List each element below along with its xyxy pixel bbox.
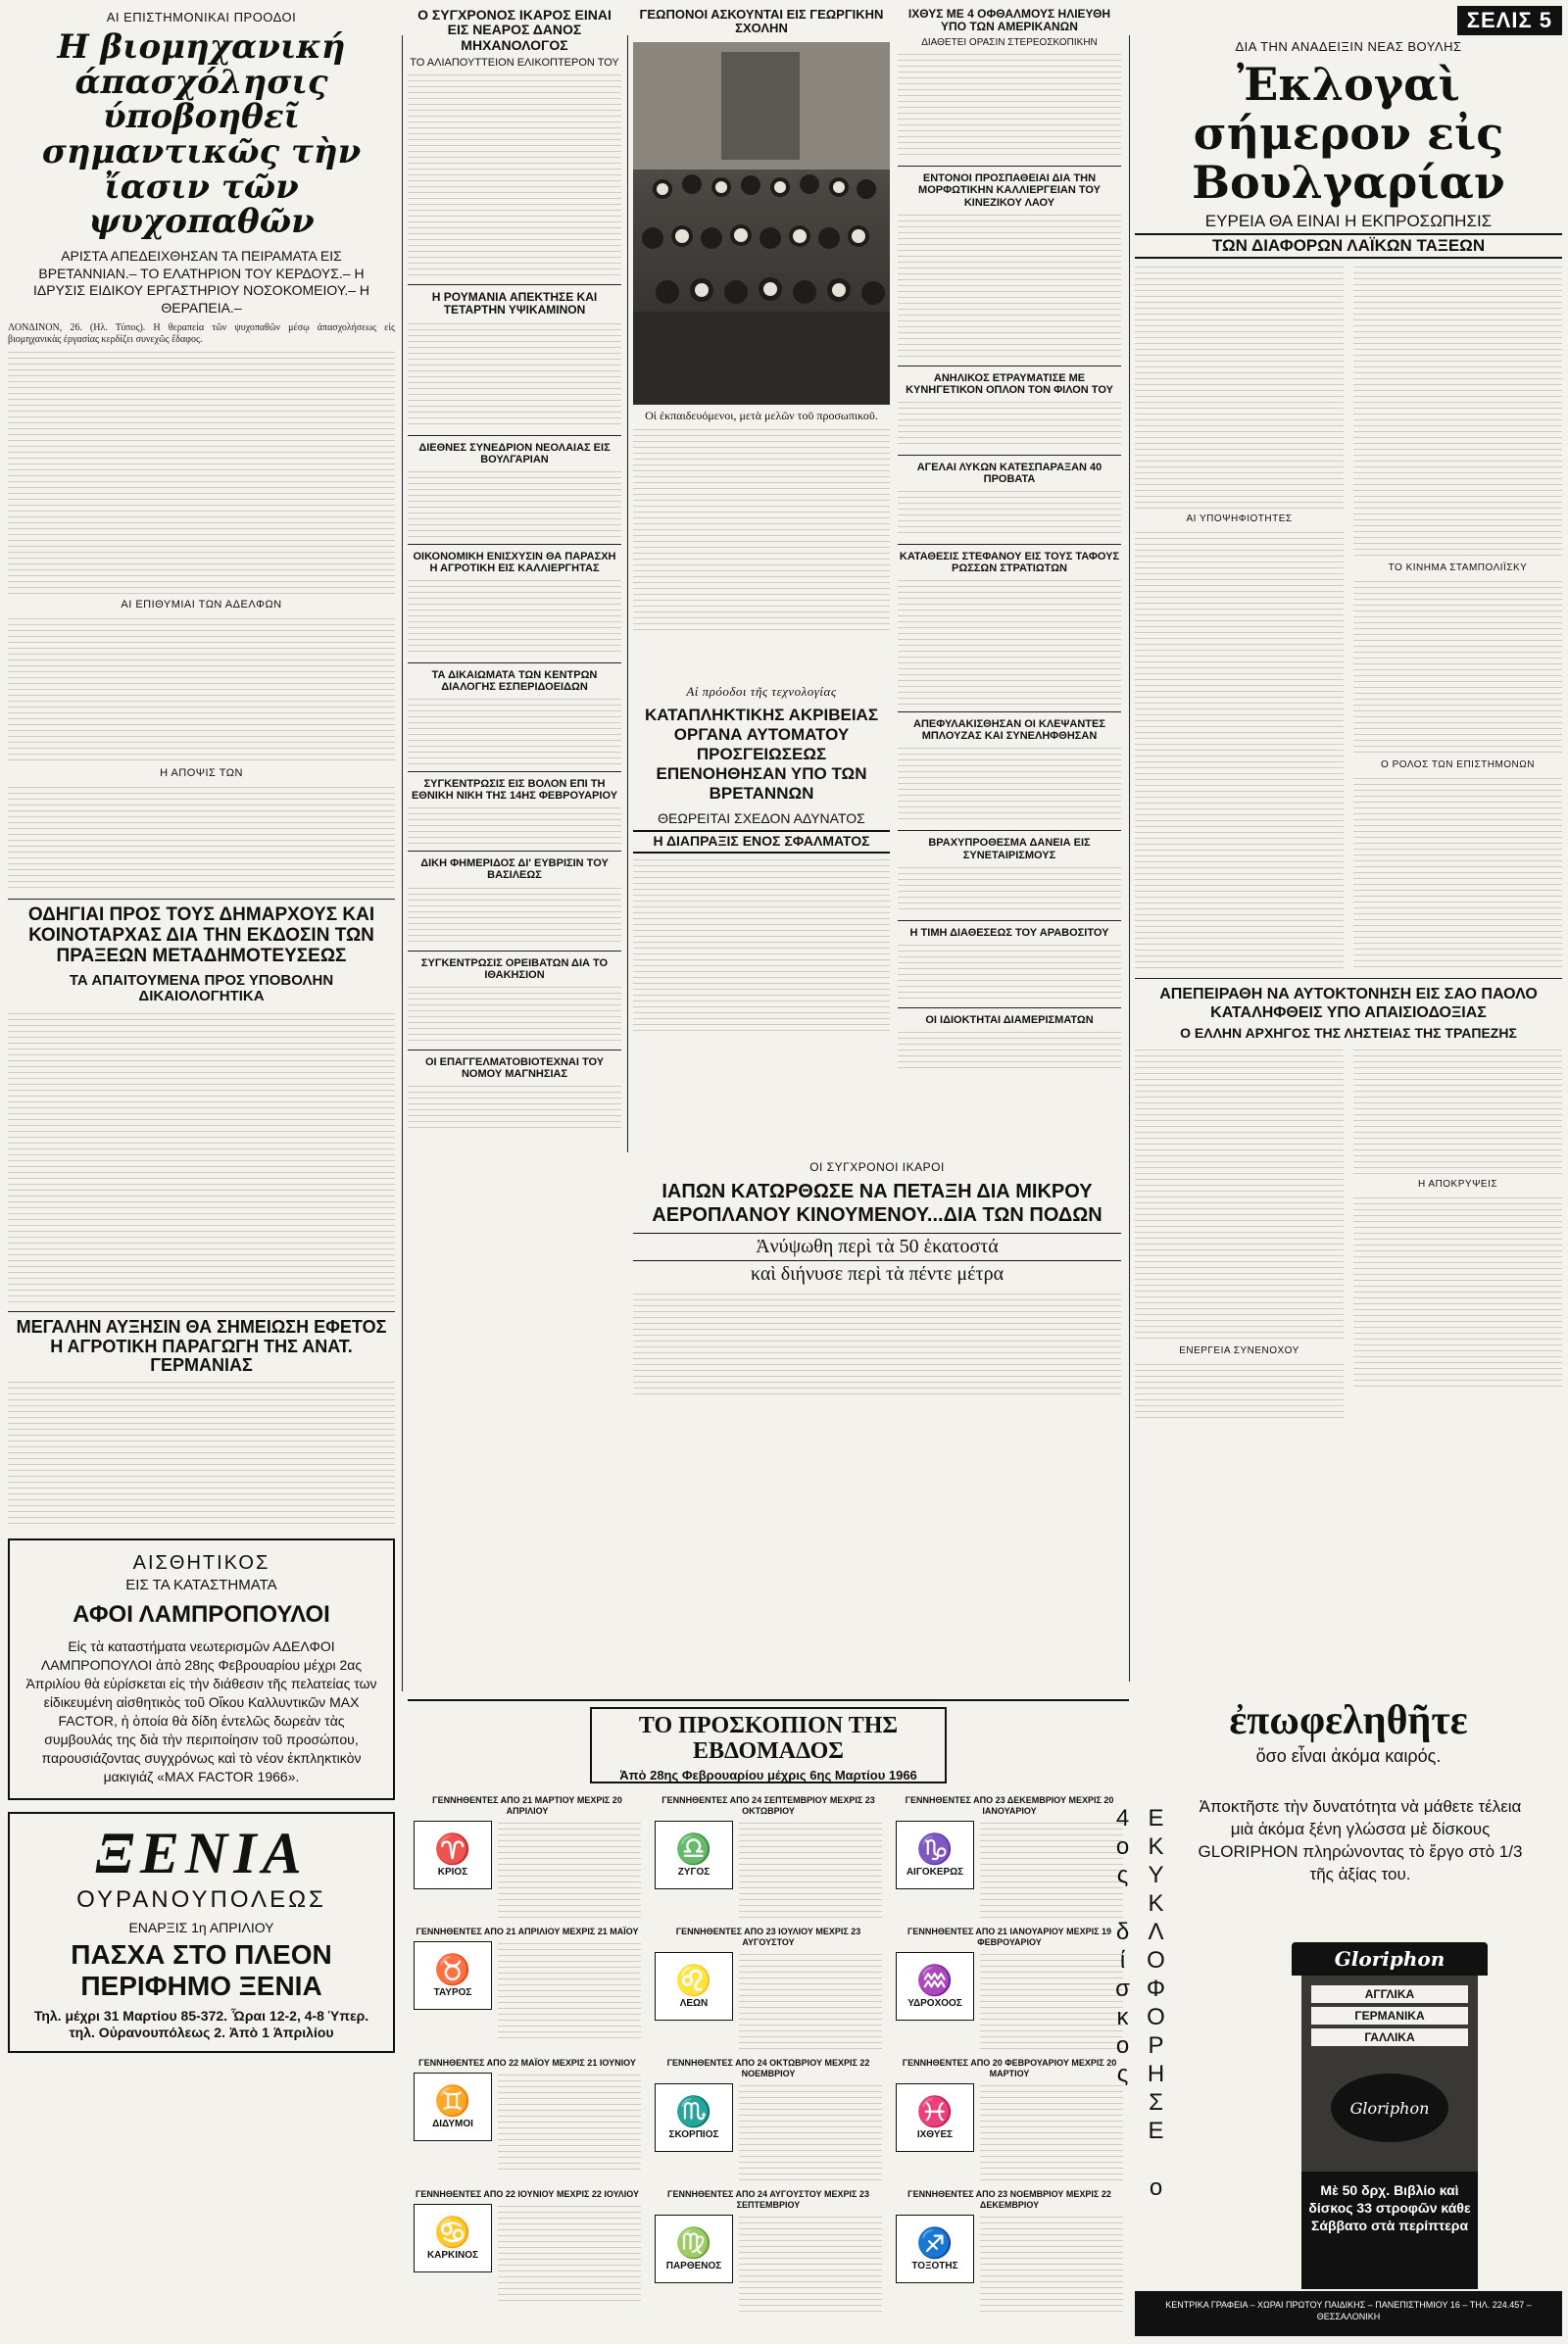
horoscope-sign-range: ΓΕΝΝΗΘΕΝΤΕΣ ΑΠΟ 24 ΣΕΠΤΕΜΒΡΙΟΥ ΜΕΧΡΙΣ 23 ΟΚΤΩΒΡΙΟΥ: [662, 1795, 875, 1816]
zodiac-sign-name: ΚΡΙΟΣ: [437, 1866, 468, 1878]
column-4: [898, 8, 1121, 1145]
zodiac-sign-icon: [896, 1952, 974, 2021]
page-number-logo: ΣΕΛΙΣ 5: [1457, 6, 1562, 35]
mountaineers-headline: ΣΥΓΚΕΝΤΡΩΣΙΣ ΟΡΕΙΒΑΤΩΝ ΔΙΑ ΤΟ ΙΘΑΚΗΣΙΟΝ: [420, 956, 609, 981]
horoscope-sign-entry: [896, 2189, 1123, 2311]
horoscope-sign-entry: [896, 2058, 1123, 2179]
gloriphon-languages: [1311, 1985, 1468, 2050]
divider: [1135, 978, 1562, 979]
zodiac-glyph-icon: ♒: [916, 1964, 954, 1997]
article-body: [408, 697, 621, 765]
minor-injured-friend-headline: ΑΝΗΛΙΚΟΣ ΕΤΡΑΥΜΑΤΙΣΕ ΜΕ ΚΥΝΗΓΕΤΙΚΟΝ ΟΠΛΟΝ ΤΟΝ ΦΙΛΟΝ ΤΟΥ: [906, 371, 1113, 396]
section-heading: ΑΙ ΕΠΙΘΥΜΙΑΙ ΤΩΝ ΑΔΕΛΦΩΝ: [121, 599, 282, 611]
article-body: [898, 213, 1121, 360]
four-eyed-fish-subhead: ΔΙΑΘΕΤΕΙ ΟΡΑΣΙΝ ΣΤΕΡΕΟΣΚΟΠΙΚΗΝ: [921, 37, 1098, 49]
zodiac-sign-icon: [414, 1821, 492, 1889]
horoscope-sign-range: ΓΕΝΝΗΘΕΝΤΕΣ ΑΠΟ 20 ΦΕΒΡΟΥΑΡΙΟΥ ΜΕΧΡΙΣ 20 ΜΑΡΤΙΟΥ: [902, 2058, 1117, 2078]
article-body: [633, 857, 890, 1034]
industrial-therapy-headline: Η βιομηχανική άπασχόλησις ύποβοηθεῖ σημαντικῶς τὴν ἴασιν τῶν ψυχοπαθῶν: [41, 27, 362, 242]
divider: [898, 166, 1121, 167]
article-body: [8, 350, 395, 595]
horoscope-sign-entry: [896, 1795, 1123, 1917]
article-body: [898, 943, 1121, 1001]
divider: [408, 951, 621, 952]
article-body: [1353, 579, 1562, 756]
auto-landing-headline: ΚΑΤΑΠΛΗΚΤΙΚΗΣ ΑΚΡΙΒΕΙΑΣ ΟΡΓΑΝΑ ΑΥΤΟΜΑΤΟΥ ΠΡΟΣΓΕΙΩΣΕΩΣ ΕΠΕΝΟΗΘΗΣΑΝ ΥΠΟ ΤΩΝ ΒΡΕΤΑΝΝΩΝ: [644, 706, 879, 803]
article-body: [408, 806, 621, 845]
horoscope-dates: Ἀπὸ 28ης Φεβρουαρίου μέχρις 6ης Μαρτίου 1966: [619, 1768, 917, 1782]
horoscope-sign-range: ΓΕΝΝΗΘΕΝΤΕΣ ΑΠΟ 23 ΙΟΥΛΙΟΥ ΜΕΧΡΙΣ 23 ΑΥΓΟΥΣΤΟΥ: [675, 1927, 861, 1947]
gloriphon-disc-label: Gloriphon: [1349, 2098, 1430, 2118]
article-body: [408, 469, 621, 538]
zodiac-glyph-icon: ♈: [434, 1832, 471, 1866]
divider: [408, 544, 621, 545]
horoscope-sign-entry: [414, 1795, 641, 1917]
mayors-instructions-headline: ΟΔΗΓΙΑΙ ΠΡΟΣ ΤΟΥΣ ΔΗΜΑΡΧΟΥΣ ΚΑΙ ΚΟΙΝΟΤΑΡΧΑΣ ΔΙΑ ΤΗΝ ΕΚΔΟΣΙΝ ΤΩΝ ΠΡΑΞΕΩΝ ΜΕΤΑΔΗΜΟΤΕΥΣΕΩΣ: [27, 904, 375, 966]
article-body: [1353, 1048, 1562, 1175]
article-body: [408, 985, 621, 1044]
horoscope-text: [980, 2215, 1123, 2313]
icarus-japanese-headline: ΙΑΠΩΝ ΚΑΤΩΡΘΩΣΕ ΝΑ ΠΕΤΑΞΗ ΔΙΑ ΜΙΚΡΟΥ ΑΕΡΟΠΛΑΝΟΥ ΚΙΝΟΥΜΕΝΟΥ...ΔΙΑ ΤΩΝ ΠΟΔΩΝ: [652, 1181, 1102, 1226]
article-body: [898, 52, 1121, 160]
column-1: [8, 6, 395, 2338]
zodiac-glyph-icon: ♏: [675, 2095, 712, 2128]
article-body: [408, 1084, 621, 1133]
cosmetics-ad-subtitle: ΕΙΣ ΤΑ ΚΑΤΑΣΤΗΜΑΤΑ: [125, 1577, 277, 1594]
xenia-location: ΟΥΡΑΝΟΥΠΟΛΕΩΣ: [76, 1886, 326, 1914]
horoscope-sign-range: ΓΕΝΝΗΘΕΝΤΕΣ ΑΠΟ 21 ΑΠΡΙΛΙΟΥ ΜΕΧΡΙΣ 21 ΜΑΪΟΥ: [416, 1927, 639, 1936]
column-3: [633, 8, 890, 674]
gloriphon-language-label: ΓΕΡΜΑΝΙΚΑ: [1311, 2007, 1468, 2025]
zodiac-glyph-icon: ♌: [675, 1964, 712, 1997]
section-heading: Ο ΡΟΛΟΣ ΤΩΝ ΕΠΙΣΤΗΜΟΝΩΝ: [1381, 759, 1535, 771]
column-rule: [402, 35, 403, 1691]
section-heading: ΕΝΕΡΓΕΙΑ ΣΥΝΕΝΟΧΟΥ: [1179, 1344, 1299, 1356]
horoscope-sign-entry: [414, 2058, 641, 2179]
horoscope-text: [980, 1952, 1123, 2050]
section-heading: Η ΑΠΟΨΙΣ ΤΩΝ: [160, 767, 243, 780]
article-body: [408, 321, 621, 429]
article-body: [1353, 776, 1562, 972]
zodiac-sign-name: ΖΥΓΟΣ: [677, 1866, 710, 1878]
zodiac-glyph-icon: ♊: [434, 2084, 471, 2118]
gloriphon-footer: ΚΕΝΤΡΙΚΑ ΓΡΑΦΕΙΑ – ΧΩΡΑΙ ΠΡΩΤΟΥ ΠΑΙΔΙΚΗΣ – ΠΑΝΕΠΙΣΤΗΜΙΟΥ 16 – ΤΗΛ. 224.457 – ΘΕΣΣΑΛΟΝΙΚΗ: [1135, 2291, 1562, 2336]
article-body: [633, 1292, 1121, 1399]
mayors-instructions-subhead: ΤΑ ΑΠΑΙΤΟΥΜΕΝΑ ΠΡΟΣ ΥΠΟΒΟΛΗΝ ΔΙΚΑΙΟΛΟΓΗΤΙΚΑ: [69, 971, 334, 1005]
volos-rally-headline: ΣΥΓΚΕΝΤΡΩΣΙΣ ΕΙΣ ΒΟΛΟΝ ΕΠΙ ΤΗ ΕΘΝΙΚΗ ΝΙΚΗ ΤΗΣ 14ΗΣ ΦΕΒΡΟΥΑΡΙΟΥ: [411, 778, 618, 803]
article-body: [1135, 265, 1344, 510]
wreath-laying-headline: ΚΑΤΑΘΕΣΙΣ ΣΤΕΦΑΝΟΥ ΕΙΣ ΤΟΥΣ ΤΑΦΟΥΣ ΡΩΣΣΩΝ ΣΤΡΑΤΙΩΤΩΝ: [899, 551, 1120, 575]
article-body: [898, 578, 1121, 706]
article-body: [898, 489, 1121, 538]
zodiac-sign-name: ΣΚΟΡΠΙΟΣ: [668, 2128, 719, 2140]
youth-congress-headline: ΔΙΕΘΝΕΣ ΣΥΝΕΔΡΙΟΝ ΝΕΟΛΑΙΑΣ ΕΙΣ ΒΟΥΛΓΑΡΙΑΝ: [418, 441, 611, 465]
zodiac-sign-name: ΚΑΡΚΙΝΟΣ: [426, 2249, 479, 2261]
column-rule: [627, 35, 628, 1152]
horoscope-title: ΤΟ ΠΡΟΣΚΟΠΙΟΝ ΤΗΣ ΕΒΔΟΜΑΔΟΣ: [638, 1713, 899, 1764]
horoscope-text: [498, 2073, 641, 2171]
section-heading: ΑΙ ΥΠΟΨΗΦΙΟΤΗΤΕΣ: [1186, 513, 1293, 525]
divider: [898, 544, 1121, 545]
bulgaria-subhead-1: ΕΥΡΕΙΑ ΘΑ ΕΙΝΑΙ Η ΕΚΠΡΟΣΩΠΗΣΙΣ: [1204, 212, 1493, 230]
divider: [898, 711, 1121, 712]
zodiac-sign-name: ΠΑΡΘΕΝΟΣ: [665, 2260, 722, 2271]
horoscope-text: [980, 1821, 1123, 1919]
divider: [408, 662, 621, 663]
corn-price-headline: Η ΤΙΜΗ ΔΙΑΘΕΣΕΩΣ ΤΟΥ ΑΡΑΒΟΣΙΤΟΥ: [909, 926, 1109, 939]
article-body: [8, 616, 395, 763]
horoscope-text: [739, 1952, 882, 2050]
divider: [408, 771, 621, 772]
horoscope-sign-entry: [655, 1795, 882, 1917]
zodiac-sign-icon: [414, 2073, 492, 2141]
article-body: [1353, 1196, 1562, 1392]
zodiac-sign-name: ΛΕΩΝ: [679, 1997, 709, 2009]
column-rule: [1129, 35, 1130, 1682]
xenia-brand: ΞΕΝΙΑ: [95, 1821, 308, 1886]
cosmetics-ad-title: ΑΙΣΘΗΤΙΚΟΣ: [132, 1552, 270, 1575]
wolves-headline: ΑΓΕΛΑΙ ΛΥΚΩΝ ΚΑΤΕΣΠΑΡΑΞΑΝ 40 ΠΡΟΒΑΤΑ: [916, 461, 1102, 485]
horoscope-text: [739, 1821, 882, 1919]
zodiac-glyph-icon: ♎: [675, 1832, 712, 1866]
zodiac-glyph-icon: ♉: [434, 1953, 471, 1986]
horoscope-sign-range: ΓΕΝΝΗΘΕΝΤΕΣ ΑΠΟ 23 ΔΕΚΕΜΒΡΙΟΥ ΜΕΧΡΙΣ 20 ΙΑΝΟΥΑΡΙΟΥ: [905, 1795, 1114, 1816]
agricultural-aid-headline: ΟΙΚΟΝΟΜΙΚΗ ΕΝΙΣΧΥΣΙΝ ΘΑ ΠΑΡΑΣΧΗ Η ΑΓΡΟΤΙΚΗ ΕΙΣ ΚΑΛΛΙΕΡΓΗΤΑΣ: [413, 550, 616, 574]
zodiac-glyph-icon: ♑: [916, 1832, 954, 1866]
romania-headline: Η ΡΟΥΜΑΝΙΑ ΑΠΕΚΤΗΣΕ ΚΑΙ ΤΕΤΑΡΤΗΝ ΥΨΙΚΑΜΙΝΟΝ: [431, 290, 598, 317]
icarus-dane-subhead: ΤΟ ΑΛΙΑΠΟΥΤΤΕΙΟΝ ΕΛΙΚΟΠΤΕΡΟΝ ΤΟΥ: [410, 57, 619, 70]
bulgaria-kicker: ΔΙΑ ΤΗΝ ΑΝΑΔΕΙΞΙΝ ΝΕΑΣ ΒΟΥΛΗΣ: [1235, 39, 1462, 54]
divider: [8, 1311, 395, 1312]
article-body: [1135, 1048, 1344, 1342]
zodiac-sign-icon: [414, 2204, 492, 2272]
four-eyed-fish-headline: ΙΧΘΥΣ ΜΕ 4 ΟΦΘΑΛΜΟΥΣ ΗΛΙΕΥΘΗ ΥΠΟ ΤΩΝ ΑΜΕΡΙΚΑΝΩΝ: [907, 7, 1111, 34]
zodiac-sign-icon: [896, 1821, 974, 1889]
gloriphon-language-label: ΓΑΛΛΙΚΑ: [1311, 2028, 1468, 2046]
east-germany-headline: ΜΕΓΑΛΗΝ ΑΥΞΗΣΙΝ ΘΑ ΣΗΜΕΙΩΣΗ ΕΦΕΤΟΣ Η ΑΓΡΟΤΙΚΗ ΠΑΡΑΓΩΓΗ ΤΗΣ ΑΝΑΤ. ΓΕΡΜΑΝΙΑΣ: [16, 1316, 387, 1376]
right-column: [1135, 6, 1562, 1682]
horoscope-sign-entry: [655, 2189, 882, 2311]
section-heading: Η ΑΠΟΚΡΥΨΕΙΣ: [1417, 1178, 1498, 1190]
zodiac-sign-name: ΑΙΓΟΚΕΡΩΣ: [906, 1866, 964, 1878]
gloriphon-price: Μὲ 50 δρχ. Βιβλίο καὶ δίσκος 33 στροφῶν κάθε Σάββατο στὰ περίπτερα: [1301, 2172, 1478, 2289]
gloriphon-language-label: ΑΓΓΛΙΚΑ: [1311, 1985, 1468, 2003]
zodiac-sign-icon: [655, 1952, 733, 2021]
article-body: [898, 1030, 1121, 1069]
article-body: [408, 578, 621, 657]
horoscope-sign-range: ΓΕΝΝΗΘΕΝΤΕΣ ΑΠΟ 23 ΝΟΕΜΒΡΙΟΥ ΜΕΧΡΙΣ 22 ΔΕΚΕΜΒΡΙΟΥ: [907, 2189, 1111, 2210]
divider: [8, 899, 395, 900]
industrial-therapy-lead: ΛΟΝΔΙΝΟΝ, 26. (Ηλ. Τύπος). Η θεραπεία τῶν ψυχοπαθῶν μέσῳ ἀπασχολήσεως εἰς βιομηχανικὰς ἐργασίας κερδίζει συνεχῶς ἔδαφος.: [8, 322, 395, 346]
blouse-thieves-headline: ΑΠΕΦΥΛΑΚΙΣΘΗΣΑΝ ΟΙ ΚΛΕΨΑΝΤΕΣ ΜΠΛΟΥΖΑΣ ΚΑΙ ΣΥΝΕΛΗΦΘΗΣΑΝ: [913, 718, 1105, 743]
zodiac-sign-name: ΥΔΡΟΧΟΟΣ: [907, 1997, 962, 2009]
horoscope-text: [739, 2215, 882, 2313]
newspaper-trial-headline: ΔΙΚΗ ΦΗΜΕΡΙΔΟΣ ΔΙ' ΕΥΒΡΙΣΙΝ ΤΟΥ ΒΑΣΙΛΕΩΣ: [420, 857, 609, 882]
japanese-icarus-story: [633, 1156, 1121, 1682]
group-photo-figures: [633, 42, 890, 405]
article-body: [898, 865, 1121, 914]
horoscope-sign-range: ΓΕΝΝΗΘΕΝΤΕΣ ΑΠΟ 24 ΑΥΓΟΥΣΤΟΥ ΜΕΧΡΙΣ 23 ΣΕΠΤΕΜΒΡΙΟΥ: [667, 2189, 869, 2210]
xenia-opening: ΕΝΑΡΞΙΣ 1η ΑΠΡΙΛΙΟΥ: [128, 1920, 274, 1936]
divider: [898, 1007, 1121, 1008]
article-body: [408, 886, 621, 945]
horoscope-sign-range: ΓΕΝΝΗΘΕΝΤΕΣ ΑΠΟ 22 ΙΟΥΝΙΟΥ ΜΕΧΡΙΣ 22 ΙΟΥΛΙΟΥ: [415, 2189, 640, 2199]
zodiac-glyph-icon: ♓: [916, 2095, 954, 2128]
auto-landing-subhead-1: ΘΕΩΡΕΙΤΑΙ ΣΧΕΔΟΝ ΑΔΥΝΑΤΟΣ: [658, 810, 865, 826]
zodiac-sign-icon: [896, 2215, 974, 2283]
xenia-contact: Τηλ. μέχρι 31 Μαρτίου 85-372. Ὧραι 12-2, 4-8 Ὑπερ. τηλ. Οὐρανουπόλεως 2. Ἀπὸ 1 Ἀπριλίου: [33, 2008, 369, 2041]
craftsmen-headline: ΟΙ ΕΠΑΓΓΕΛΜΑΤΟΒΙΟΤΕΧΝΑΙ ΤΟΥ ΝΟΜΟΥ ΜΑΓΝΗΣΙΑΣ: [424, 1055, 605, 1080]
page-logo: [1135, 6, 1562, 35]
gloriphon-body: Ἀποκτῆστε τὴν δυνατότητα νὰ μάθετε τέλεια μιὰ ἀκόμα ξένη γλώσσα μὲ δίσκους GLORIPHON πληρώνοντας τὸ ἔργο στὸ 1/3 τῆς ἀξίας του.: [1198, 1797, 1523, 1883]
agronomists-photo-caption: Οἱ ἐκπαιδευόμενοι, μετὰ μελῶν τοῦ προσωπικοῦ.: [645, 408, 878, 422]
bulgaria-subhead-2: ΤΩΝ ΔΙΑΦΟΡΩΝ ΛΑΪΚΩΝ ΤΑΞΕΩΝ: [1135, 233, 1562, 260]
article-body: [898, 746, 1121, 824]
horoscope-sign-range: ΓΕΝΝΗΘΕΝΤΕΣ ΑΠΟ 21 ΙΑΝΟΥΑΡΙΟΥ ΜΕΧΡΙΣ 19 ΦΕΒΡΟΥΑΡΙΟΥ: [906, 1927, 1112, 1947]
horoscope-text: [739, 2083, 882, 2181]
xenia-easter-head: ΠΑΣΧΑ ΣΤΟ ΠΛΕΟΝ ΠΕΡΙΦΗΜΟ ΞΕΝΙΑ: [71, 1939, 332, 2002]
zodiac-sign-icon: [655, 1821, 733, 1889]
zodiac-sign-name: ΤΑΥΡΟΣ: [433, 1986, 472, 1998]
divider: [898, 830, 1121, 831]
xenia-hotel-ad: [8, 1812, 395, 2053]
gloriphon-brand-banner: Gloriphon: [1334, 1947, 1446, 1971]
icarus-subhead-1: Ἀνύψωθη περὶ τὰ 50 ἑκατοστά: [633, 1233, 1121, 1261]
article-body: [8, 1380, 395, 1527]
article-body: [1135, 1362, 1344, 1421]
cooperative-loans-headline: ΒΡΑΧΥΠΡΟΘΕΣΜΑ ΔΑΝΕΙΑ ΕΙΣ ΣΥΝΕΤΑΙΡΙΣΜΟΥΣ: [928, 837, 1091, 861]
gloriphon-ad: [1109, 1687, 1562, 2336]
article-body: [898, 400, 1121, 449]
horoscope-sign-entry: [896, 1927, 1123, 2048]
agronomists-headline: ΓΕΩΠΟΝΟΙ ΑΣΚΟΥΝΤΑΙ ΕΙΣ ΓΕΩΡΓΙΚΗΝ ΣΧΟΛΗΝ: [639, 7, 884, 36]
horoscope-section: [408, 1699, 1129, 2336]
cosmetics-ad-body: Εἰς τὰ καταστήματα νεωτερισμῶν ΑΔΕΛΦΟΙ ΛΑΜΠΡΟΠΟΥΛΟΙ ἀπὸ 28ης Φεβρουαρίου μέχρι 2ας Ἀπριλίου θὰ εὑρίσκεται εἰς τὴν διάθεσιν τῆς πελατείας των εἰδικευμένη αἰσθητικὸς τοῦ Οἴκου Καλλυντικῶν MAX FACTOR, ἡ ὁποία θὰ δίδη ἐντελῶς δωρεὰν τὰς συμβουλάς της διὰ τὴν περιποίησιν τοῦ προσώπου, παρουσιάζοντας συγχρόνως καὶ τὸ νέον ἐκπληκτικὸν μακιγιάζ «MAX FACTOR 1966».: [25, 1638, 377, 1785]
article-body: [408, 73, 621, 278]
article-body: [1135, 530, 1344, 971]
gloriphon-vertical-text: ΕΚΥΚΛΟΦΟΡΗΣΕ ο 4ος δίσκος: [1109, 1805, 1169, 2203]
apartment-owners-headline: ΟΙ ΙΔΙΟΚΤΗΤΑΙ ΔΙΑΜΕΡΙΣΜΑΤΩΝ: [925, 1013, 1094, 1026]
horoscope-sign-range: ΓΕΝΝΗΘΕΝΤΕΣ ΑΠΟ 24 ΟΚΤΩΒΡΙΟΥ ΜΕΧΡΙΣ 22 ΝΟΕΜΒΡΙΟΥ: [666, 2058, 870, 2078]
citrus-centers-headline: ΤΑ ΔΙΚΑΙΩΜΑΤΑ ΤΩΝ ΚΕΝΤΡΩΝ ΔΙΑΛΟΓΗΣ ΕΣΠΕΡΙΔΟΕΙΔΩΝ: [431, 669, 598, 694]
horoscope-text: [498, 1821, 641, 1919]
divider: [408, 435, 621, 436]
gloriphon-disc-icon: [1331, 2074, 1448, 2142]
cosmetics-ad-brand: ΑΦΟΙ ΛΑΜΠΡΟΠΟΥΛΟΙ: [73, 1600, 330, 1628]
icarus-kicker: ΟΙ ΣΥΓΧΡΟΝΟΙ ΙΚΑΡΟΙ: [809, 1160, 945, 1174]
divider: [898, 920, 1121, 921]
divider: [408, 284, 621, 285]
agronomists-photo: [633, 42, 890, 405]
horoscope-text: [980, 2083, 1123, 2181]
zodiac-sign-icon: [896, 2083, 974, 2152]
cosmetics-ad: [8, 1538, 395, 1800]
gloriphon-sub: ὅσο εἶναι ἀκόμα καιρός.: [1255, 1746, 1442, 1766]
icarus-subhead-2: καὶ διήνυσε περὶ τὰ πέντε μέτρα: [750, 1263, 1004, 1285]
horoscope-sign-range: ΓΕΝΝΗΘΕΝΤΕΣ ΑΠΟ 21 ΜΑΡΤΙΟΥ ΜΕΧΡΙΣ 20 ΑΠΡΙΛΙΟΥ: [432, 1795, 622, 1816]
zodiac-sign-name: ΔΙΔΥΜΟΙ: [432, 2118, 473, 2129]
divider: [898, 455, 1121, 456]
zodiac-sign-icon: [414, 1941, 492, 2010]
divider: [408, 851, 621, 852]
chinese-education-headline: ΕΝΤΟΝΟΙ ΠΡΟΣΠΑΘΕΙΑΙ ΔΙΑ ΤΗΝ ΜΟΡΦΩΤΙΚΗΝ ΚΑΛΛΙΕΡΓΕΙΑΝ ΤΟΥ ΚΙΝΕΖΙΚΟΥ ΛΑΟΥ: [918, 172, 1101, 209]
horoscope-sign-entry: [414, 1927, 641, 2048]
bulgaria-elections-headline: Ἐκλογαὶ σήμερον εἰς Βουλγαρίαν: [1192, 58, 1505, 209]
horoscope-sign-entry: [655, 1927, 882, 2048]
industrial-therapy-subhead: ΑΡΙΣΤΑ ΑΠΕΔΕΙΧΘΗΣΑΝ ΤΑ ΠΕΙΡΑΜΑΤΑ ΕΙΣ ΒΡΕΤΑΝΝΙΑΝ.– ΤΟ ΕΛΑΤΗΡΙΟΝ ΤΟΥ ΚΕΡΔΟΥΣ.– Η ΙΔΡΥΣΙΣ ΕΙΔΙΚΟΥ ΕΡΓΑΣΤΗΡΙΟΥ ΝΟΣΟΚΟΜΕΙΟΥ.– Η ΘΕΡΑΠΕΙΑ.–: [32, 248, 370, 316]
column-2: [408, 8, 621, 1145]
zodiac-sign-icon: [655, 2215, 733, 2283]
tech-kicker: Αἱ πρόοδοι τῆς τεχνολογίας: [686, 684, 837, 699]
horoscope-text: [498, 2204, 641, 2302]
section-heading: ΤΟ ΚΙΝΗΜΑ ΣΤΑΜΠΟΛΙΪΣΚΥ: [1388, 562, 1528, 574]
tech-story: [633, 680, 890, 1150]
gloriphon-kiosk: [1292, 1942, 1488, 2285]
zodiac-sign-name: ΙΧΘΥΕΣ: [916, 2128, 954, 2140]
zodiac-glyph-icon: ♍: [675, 2226, 712, 2260]
science-kicker: ΑΙ ΕΠΙΣΤΗΜΟΝΙΚΑΙ ΠΡΟΟΔΟΙ: [106, 10, 297, 24]
horoscope-sign-entry: [655, 2058, 882, 2179]
zodiac-sign-icon: [655, 2083, 733, 2152]
article-body: [8, 785, 395, 893]
zodiac-glyph-icon: ♋: [434, 2216, 471, 2249]
auto-landing-subhead-2: Η ΔΙΑΠΡΑΞΙΣ ΕΝΟΣ ΣΦΑΛΜΑΤΟΣ: [633, 830, 890, 853]
horoscope-text: [498, 1941, 641, 2039]
gloriphon-head: ἐπωφεληθῆτε: [1229, 1698, 1468, 1743]
horoscope-sign-range: ΓΕΝΝΗΘΕΝΤΕΣ ΑΠΟ 22 ΜΑΪΟΥ ΜΕΧΡΙΣ 21 ΙΟΥΝΙΟΥ: [418, 2058, 636, 2068]
sao-paulo-subhead: Ο ΕΛΛΗΝ ΑΡΧΗΓΟΣ ΤΗΣ ΛΗΣΤΕΙΑΣ ΤΗΣ ΤΡΑΠΕΖΗΣ: [1180, 1025, 1517, 1042]
article-body: [1353, 265, 1562, 559]
icarus-dane-headline: Ο ΣΥΓΧΡΟΝΟΣ ΙΚΑΡΟΣ ΕΙΝΑΙ ΕΙΣ ΝΕΑΡΟΣ ΔΑΝΟΣ ΜΗΧΑΝΟΛΟΓΟΣ: [417, 7, 612, 53]
article-body: [633, 427, 890, 633]
zodiac-glyph-icon: ♐: [916, 2226, 954, 2260]
article-body: [8, 1011, 395, 1305]
horoscope-sign-entry: [414, 2189, 641, 2311]
zodiac-sign-name: ΤΟΞΟΤΗΣ: [911, 2260, 958, 2271]
horoscope-grid: [408, 1701, 1129, 2338]
sao-paulo-headline: ΑΠΕΠΕΙΡΑΘΗ ΝΑ ΑΥΤΟΚΤΟΝΗΣΗ ΕΙΣ ΣΑΟ ΠΑΟΛΟ ΚΑΤΑΛΗΦΘΕΙΣ ΥΠΟ ΑΠΑΙΣΙΟΔΟΞΙΑΣ: [1159, 986, 1538, 1022]
